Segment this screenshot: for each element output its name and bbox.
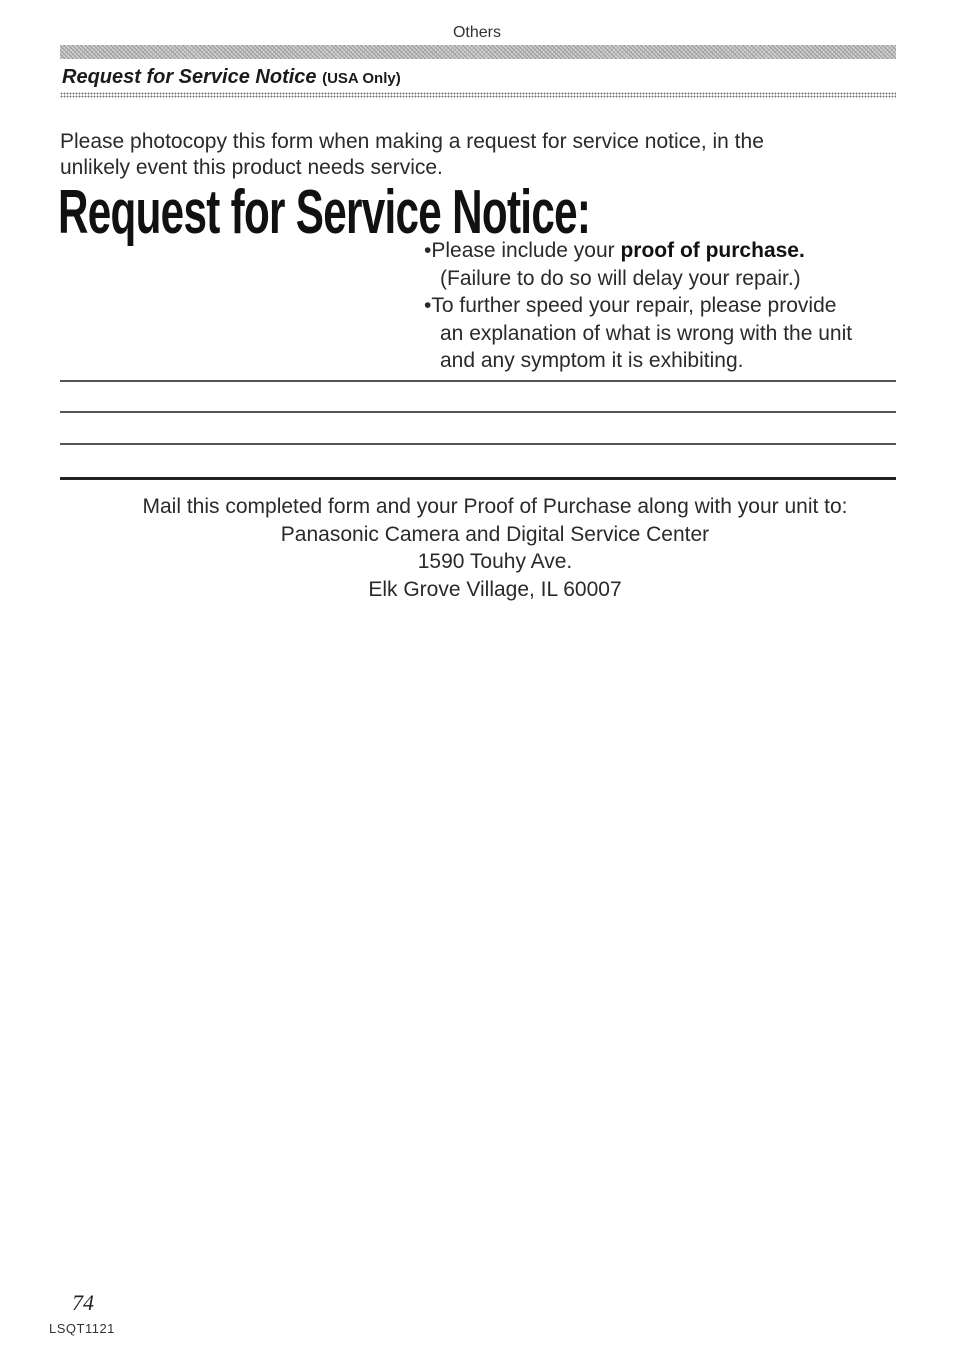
heading-underline: [60, 92, 896, 98]
intro-line: unlikely event this product needs service.: [60, 156, 443, 179]
write-in-line[interactable]: [60, 411, 896, 413]
document-code: LSQT1121: [49, 1321, 115, 1336]
instruction-bullet: [424, 292, 904, 375]
bullet-text: and any symptom it is exhibiting.: [440, 349, 744, 372]
form-bottom-rule: [60, 477, 896, 480]
mailing-instruction: Mail this completed form and your Proof of Purchase along with your unit to:: [142, 495, 848, 518]
instruction-bullet: [424, 237, 904, 292]
mailing-address: [60, 493, 930, 603]
intro-paragraph: [60, 129, 850, 181]
page-number: 74: [72, 1290, 94, 1315]
bullet-text: (Failure to do so will delay your repair.): [440, 266, 801, 290]
mailing-street: 1590 Touhy Ave.: [417, 550, 573, 573]
heading-suffix: (USA Only): [322, 70, 401, 87]
heading-text: Request for Service Notice: [62, 66, 317, 88]
mailing-company: Panasonic Camera and Digital Service Center: [280, 522, 710, 546]
section-label: Others: [452, 24, 501, 41]
bullet-text: an explanation of what is wrong with the unit: [440, 321, 853, 345]
bullet-text: •To further speed your repair, please provide: [424, 294, 837, 317]
header-pattern-bar: [60, 45, 896, 59]
bullet-bold-text: proof of purchase.: [620, 239, 805, 262]
form-title: Request for Service Notice:: [58, 178, 591, 247]
form-instructions: [424, 237, 904, 375]
write-in-line[interactable]: [60, 380, 896, 382]
intro-line: Please photocopy this form when making a request for service notice, in the: [60, 130, 764, 153]
page-heading: [62, 66, 401, 89]
write-in-line[interactable]: [60, 443, 896, 445]
mailing-city: Elk Grove Village, IL 60007: [368, 577, 622, 601]
bullet-text: •Please include your: [424, 239, 621, 262]
